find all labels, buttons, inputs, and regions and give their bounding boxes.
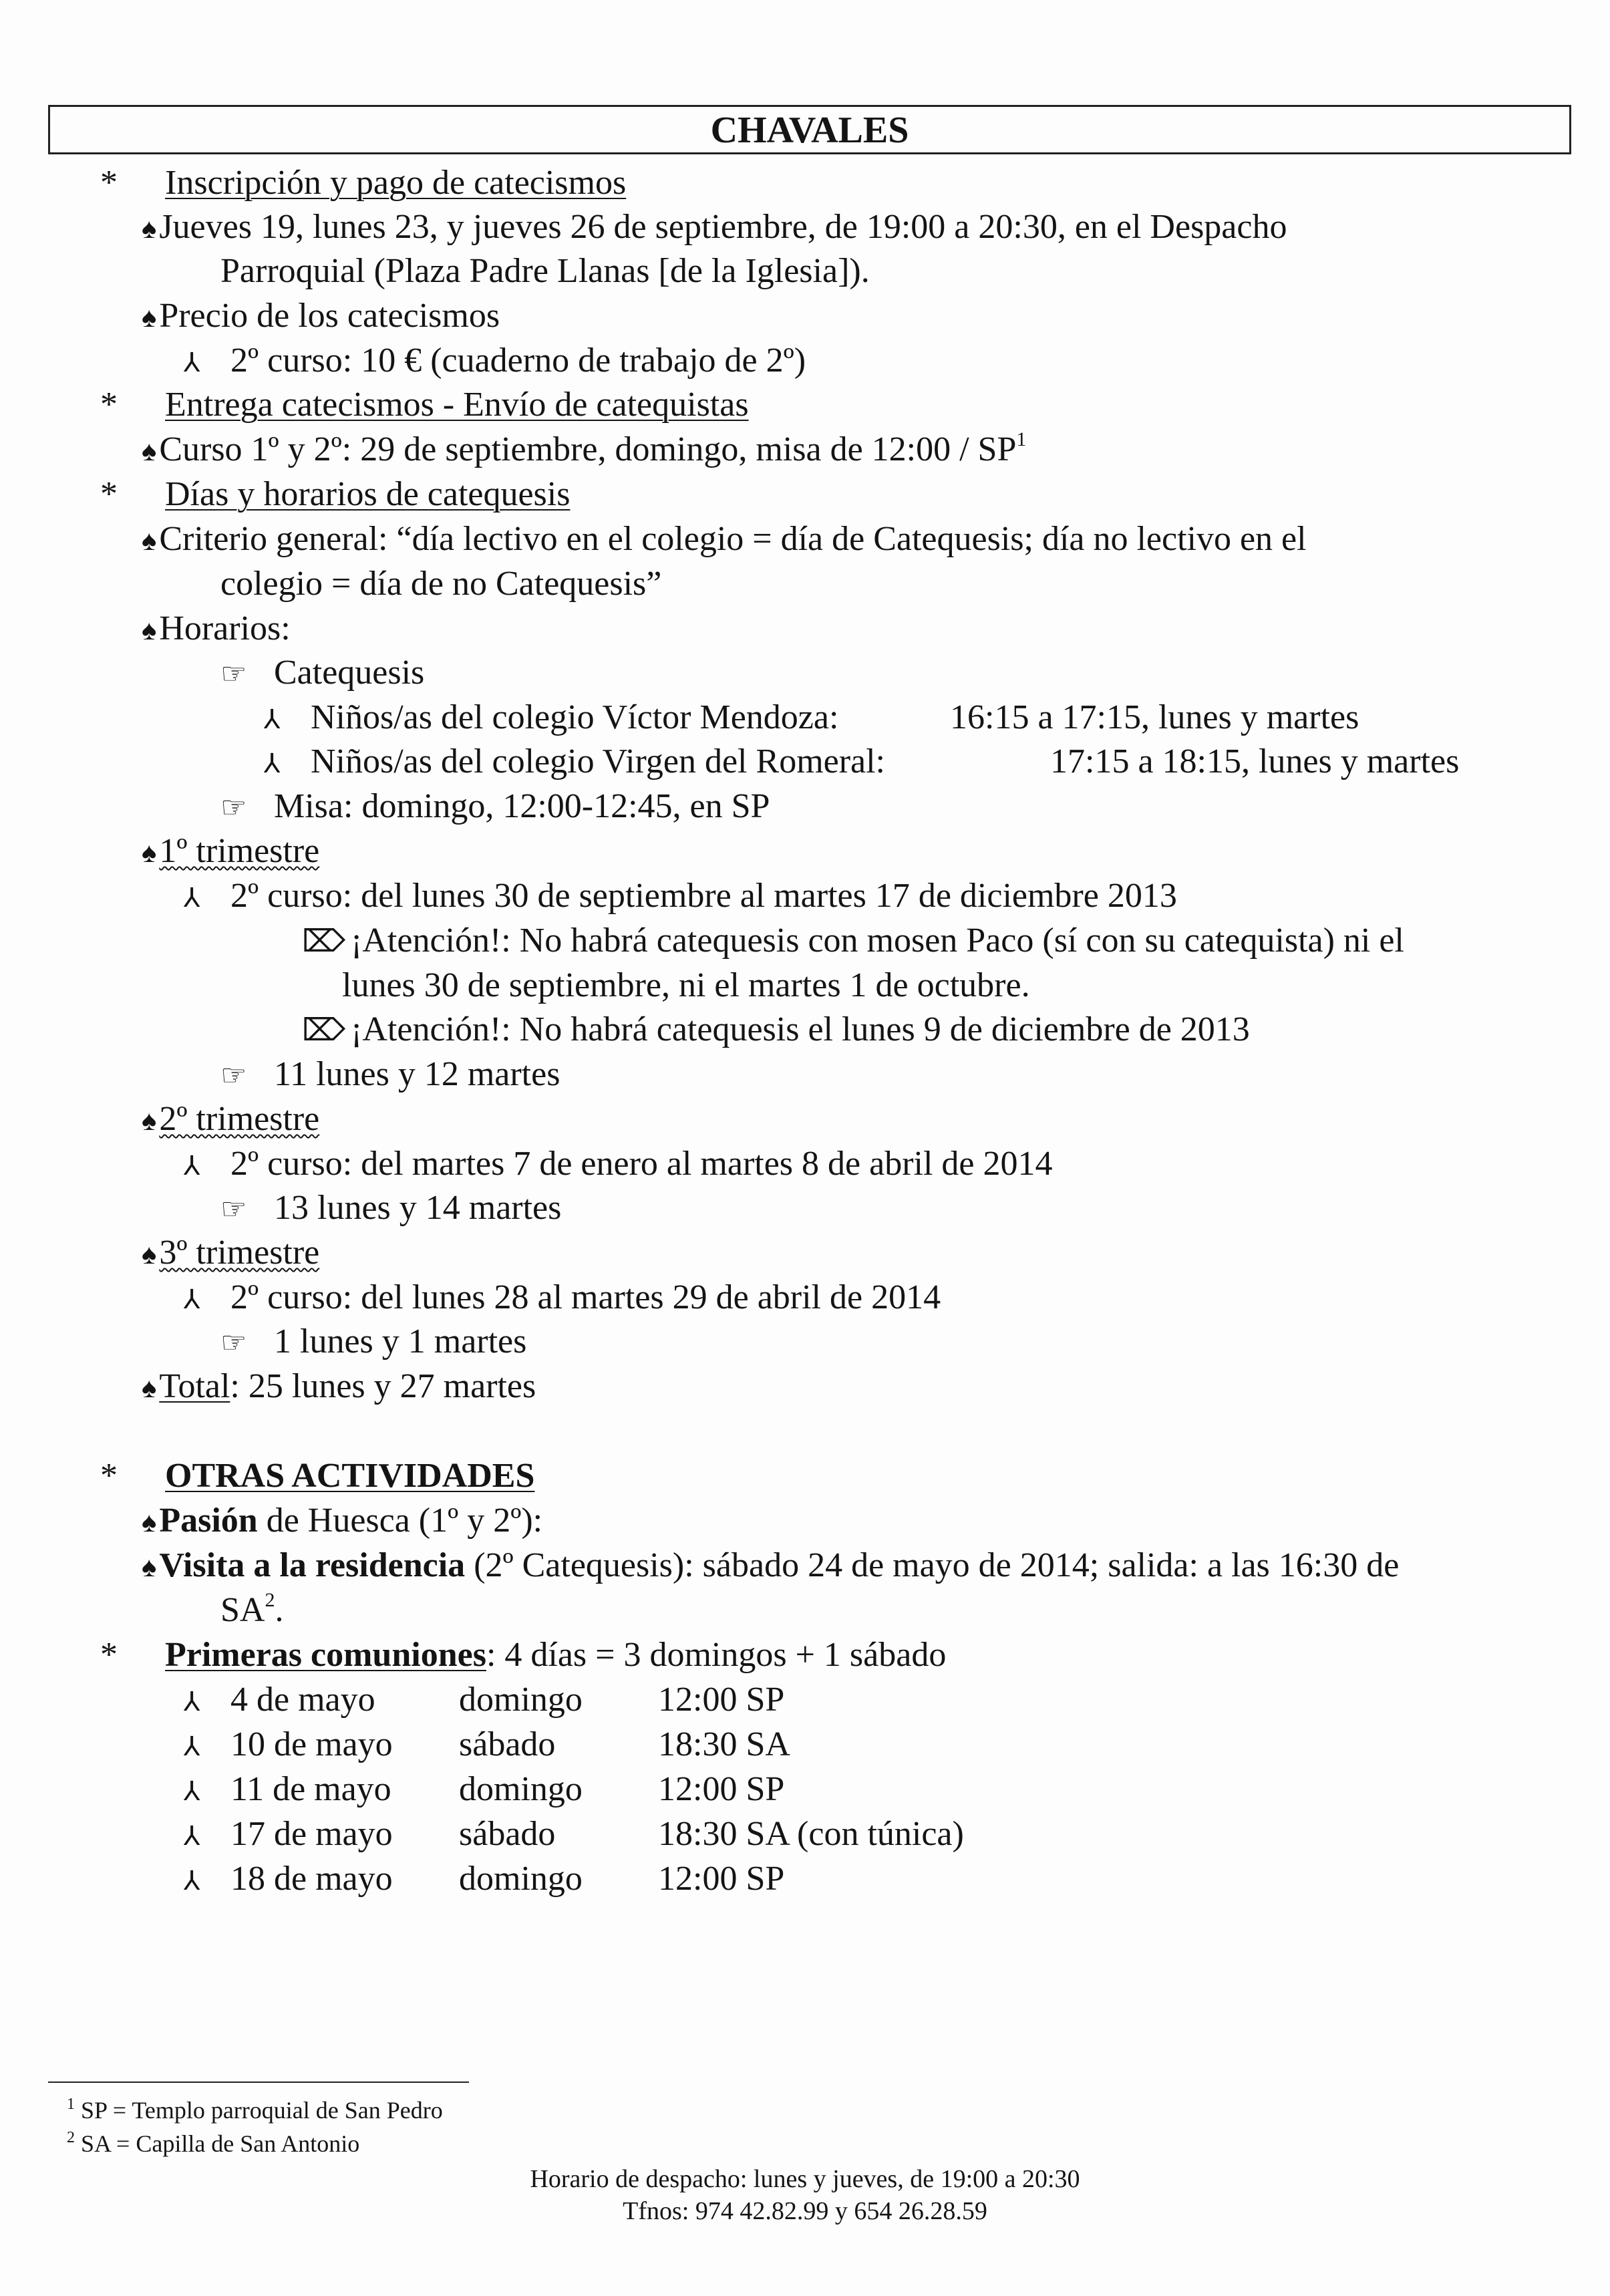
branch-icon: ⅄	[184, 1151, 200, 1181]
inscripcion-place: Parroquial (Plaza Padre Llanas [de la Iglesia]).	[220, 252, 870, 290]
horarios-label: ♠Horarios:	[142, 609, 291, 648]
comunion-time: 12:00 SP	[658, 1770, 785, 1808]
spade-icon: ♠	[142, 526, 157, 557]
footnote-1: $^1$ SP = Templo parroquial de San Pedro	[67, 2096, 443, 2124]
comunion-row: ⅄ 4 de mayo	[184, 1681, 375, 1719]
footnote-2: $^2$ SA = Capilla de San Antonio	[67, 2129, 360, 2157]
nino-row-1: ⅄ Niños/as del colegio Víctor Mendoza:	[264, 698, 839, 736]
footnote-ref: 1	[1016, 428, 1027, 450]
asterisk-bullet: *	[100, 1457, 118, 1495]
comunion-day: domingo	[459, 1770, 583, 1808]
pointing-hand-icon: ☞	[220, 791, 247, 824]
spade-icon: ♠	[142, 1106, 157, 1137]
asterisk-bullet: *	[100, 386, 118, 424]
branch-icon: ⅄	[184, 1284, 200, 1314]
asterisk-bullet: *	[100, 475, 118, 513]
pointing-hand-icon: ☞	[220, 1326, 247, 1359]
branch-icon: ⅄	[184, 883, 200, 913]
spade-icon: ♠	[142, 1552, 157, 1583]
visita-line-2: $SA^2$.	[220, 1589, 284, 1629]
comunion-row: ⅄ 10 de mayo	[184, 1725, 393, 1763]
trimestre-1-curso: ⅄ 2º curso: del lunes 30 de septiembre al martes 17 de diciembre 2013	[184, 877, 1177, 915]
spade-icon: ♠	[142, 214, 157, 245]
spade-icon: ♠	[142, 1240, 157, 1270]
office-phones: Tfnos: 974 42.82.99 y 654 26.28.59	[623, 2197, 987, 2225]
pointing-hand-icon: ☞	[220, 1193, 247, 1226]
trimestre-2-count: ☞ 13 lunes y 14 martes	[220, 1189, 562, 1227]
comunion-day: sábado	[459, 1725, 556, 1763]
footnote-divider	[48, 2082, 469, 2083]
comunion-row: ⅄ 18 de mayo	[184, 1860, 393, 1898]
precio-label: ♠Precio de los catecismos	[142, 297, 500, 335]
branch-icon: ⅄	[264, 704, 281, 734]
comunion-day: domingo	[459, 1860, 583, 1898]
pointing-hand-icon: ☞	[220, 1059, 247, 1092]
comunion-row: ⅄ 17 de mayo	[184, 1815, 393, 1853]
section-inscripcion	[100, 166, 626, 200]
comunion-time: 18:30 SA	[658, 1725, 790, 1763]
trimestre-2-label: ♠2º trimestre	[142, 1100, 320, 1138]
inscripcion-dates: ♠Jueves 19, lunes 23, y jueves 26 de septiembre, de 19:00 a 20:30, en el Despacho	[142, 208, 1287, 246]
precio-item: ⅄ 2º curso: 10 € (cuaderno de trabajo de 2º)	[184, 341, 806, 380]
trimestre-1-label: ♠1º trimestre	[142, 832, 320, 870]
nino-time-1: 16:15 a 17:15, lunes y martes	[950, 698, 1359, 736]
comunion-time: 12:00 SP	[658, 1681, 785, 1719]
heading-otras: OTRAS ACTIVIDADES	[165, 1457, 535, 1495]
spade-icon: ♠	[142, 838, 157, 869]
entrega-line: ♠Curso 1º y 2º: 29 de septiembre, domingo, misa de 12:00 / $SP^1$	[142, 428, 1027, 468]
total-line: ♠Total: 25 lunes y 27 martes	[142, 1367, 536, 1405]
comunion-time: 12:00 SP	[658, 1860, 785, 1898]
heading-dias: Días y horarios de catequesis	[165, 475, 571, 513]
section-otras	[100, 1459, 534, 1493]
branch-icon: ⅄	[184, 1821, 200, 1851]
trimestre-2-curso: ⅄ 2º curso: del martes 7 de enero al martes 8 de abril de 2014	[184, 1145, 1053, 1183]
trimestre-3-count: ☞ 1 lunes y 1 martes	[220, 1322, 527, 1360]
erase-box-icon: ⌦	[302, 924, 346, 958]
branch-icon: ⅄	[184, 1687, 200, 1717]
office-hours: Horario de despacho: lunes y jueves, de 19:00 a 20:30	[530, 2165, 1080, 2193]
spade-icon: ♠	[142, 615, 157, 646]
misa-line: ☞ Misa: domingo, 12:00-12:45, en SP	[220, 787, 770, 825]
branch-icon: ⅄	[184, 1731, 200, 1761]
trimestre-3-label: ♠3º trimestre	[142, 1234, 320, 1272]
visita-line: ♠Visita a la residencia (2º Catequesis): sábado 24 de mayo de 2014; salida: a las 16:30 de	[142, 1546, 1400, 1584]
atencion-1: ⌦ ¡Atención!: No habrá catequesis con mosen Paco (sí con su catequista) ni el	[302, 921, 1404, 960]
trimestre-3-curso: ⅄ 2º curso: del lunes 28 al martes 29 de abril de 2014	[184, 1278, 941, 1316]
pointing-hand-icon: ☞	[220, 658, 247, 690]
heading-inscripcion: Inscripción y pago de catecismos	[165, 164, 627, 202]
atencion-1-cont: lunes 30 de septiembre, ni el martes 1 de octubre.	[342, 966, 1030, 1004]
atencion-2: ⌦ ¡Atención!: No habrá catequesis el lunes 9 de diciembre de 2013	[302, 1010, 1250, 1048]
branch-icon: ⅄	[264, 748, 281, 778]
asterisk-bullet: *	[100, 1636, 118, 1674]
criterio-line2: colegio = día de no Catequesis”	[220, 565, 662, 603]
heading-entrega: Entrega catecismos - Envío de catequistas	[165, 386, 749, 424]
nino-time-2: 17:15 a 18:15, lunes y martes	[1050, 742, 1460, 780]
trimestre-1-count: ☞ 11 lunes y 12 martes	[220, 1055, 560, 1093]
section-comuniones: * Primeras comuniones: 4 días = 3 domingos + 1 sábado	[100, 1636, 947, 1674]
branch-icon: ⅄	[184, 1776, 200, 1806]
branch-icon: ⅄	[184, 347, 200, 378]
comunion-day: domingo	[459, 1681, 583, 1719]
criterio-line1: ♠Criterio general: “día lectivo en el colegio = día de Catequesis; día no lectivo en el	[142, 520, 1307, 558]
spade-icon: ♠	[142, 436, 157, 467]
spade-icon: ♠	[142, 1508, 157, 1538]
branch-icon: ⅄	[184, 1866, 200, 1896]
heading-comuniones: Primeras comuniones	[165, 1636, 486, 1674]
catequesis-label: ☞ Catequesis	[220, 654, 425, 692]
comunion-day: sábado	[459, 1815, 556, 1853]
nino-row-2: ⅄ Niños/as del colegio Virgen del Romeral:	[264, 742, 886, 780]
spade-icon: ♠	[142, 1373, 157, 1404]
section-entrega	[100, 388, 749, 422]
comunion-row: ⅄ 11 de mayo	[184, 1770, 391, 1808]
comunion-time: 18:30 SA (con túnica)	[658, 1815, 964, 1853]
pasion-line: ♠Pasión de Huesca (1º y 2º):	[142, 1501, 543, 1540]
spade-icon: ♠	[142, 303, 157, 333]
page-title: CHAVALES	[48, 105, 1571, 154]
asterisk-bullet: *	[100, 164, 118, 202]
section-dias	[100, 477, 570, 512]
erase-box-icon: ⌦	[302, 1013, 346, 1047]
footnote-ref: 2	[265, 1589, 275, 1611]
